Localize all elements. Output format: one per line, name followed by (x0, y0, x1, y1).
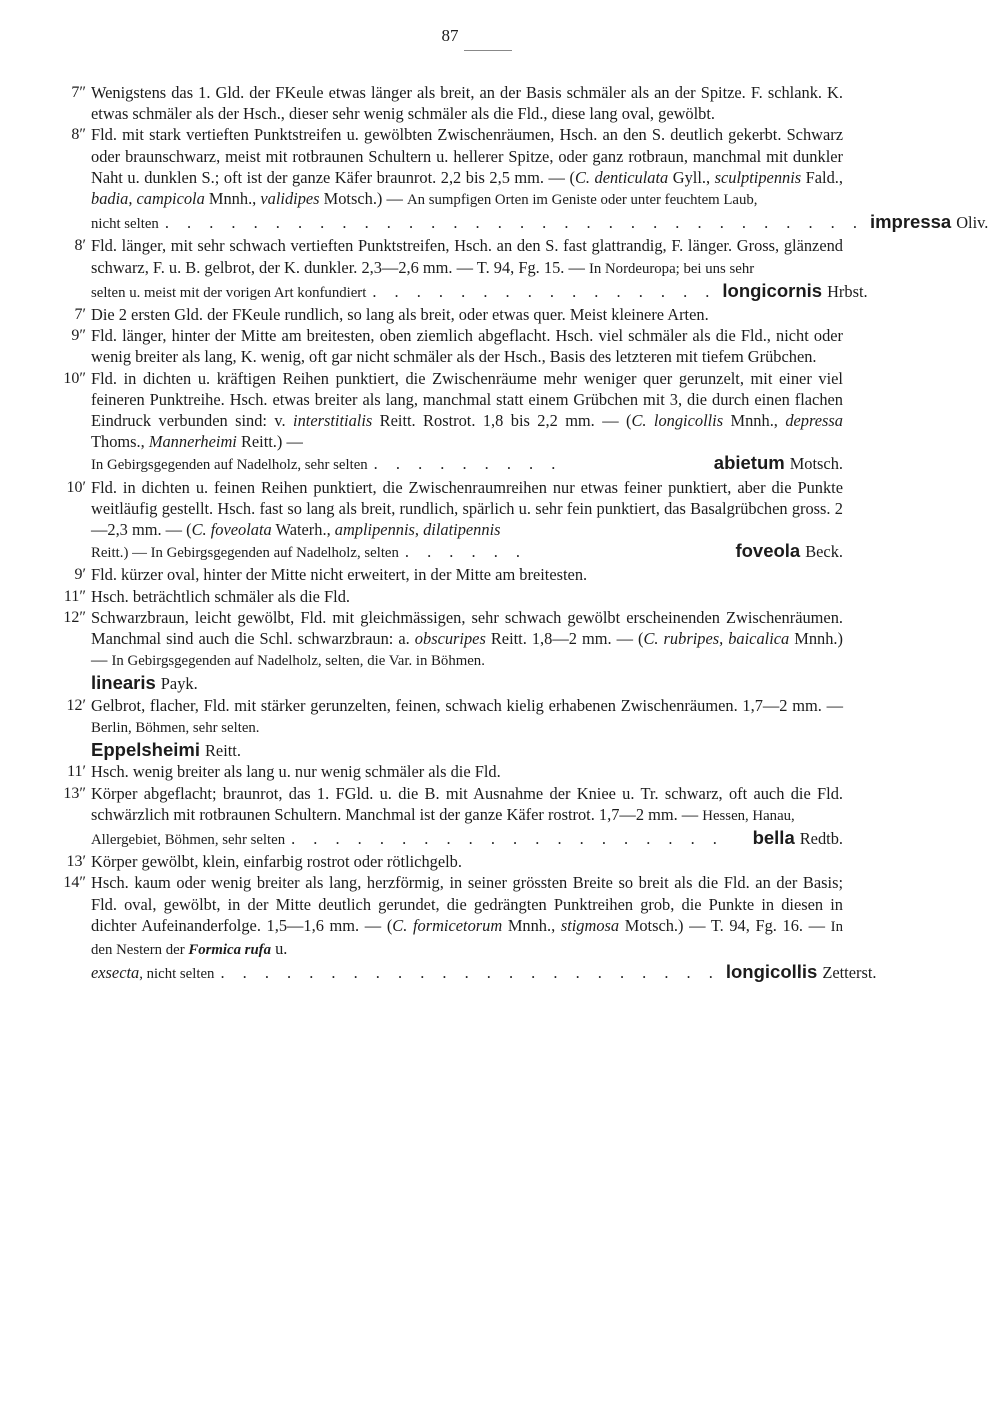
species-author: Motsch. (789, 454, 843, 474)
key-entry (0, 761, 900, 782)
entry-number: 11″ (63, 587, 86, 605)
variety-name: interstitialis (293, 411, 373, 431)
species-author: Beck. (805, 542, 843, 562)
species-author: Reitt. (204, 741, 241, 761)
leader-dots: . . . . . . (404, 542, 527, 562)
species-name: longicornis (722, 279, 823, 301)
key-entry (0, 695, 900, 762)
entry-number: 12′ (66, 696, 86, 714)
synonym: sculptipennis (714, 167, 802, 187)
key-entry (0, 872, 900, 985)
habitat-note: nicht selten (91, 216, 159, 233)
synonym-author: Mnnh.) — (91, 629, 843, 670)
entry-description: Fld. länger, mit sehr schwach vertieften Punktstreifen, Hsch. an den S. fast glattrandig, F. länger. Gross, glänzend schwarz, F. u. B. gelbrot, der K. dunkler. 2,3—2,6 mm. — T. 94, Fg. 15. — (91, 236, 843, 277)
synonym: dilatipennis (423, 520, 501, 540)
synonym: stigmosa (560, 915, 620, 935)
habitat-note: In Gebirgsgegenden auf Nadelholz, selten, die Var. in Böhmen. (111, 653, 485, 670)
key-entries (0, 82, 988, 985)
synonym-author: Thoms., (91, 432, 149, 452)
entry-description: Die 2 ersten Gld. der FKeule rundlich, so lang als breit, oder etwas quer. Meist kleinere Arten. (91, 305, 709, 325)
entry-description: Fld. länger, hinter der Mitte am breitesten, oben ziemlich abgeflacht. Hsch. viel schmäler als die Fld., nicht oder wenig breiter als lang, K. wenig, oft gar nicht schmäler als der Hsch., Basis des letzteren mit tiefem Grübchen. (91, 326, 843, 367)
species-name: linearis (91, 672, 156, 694)
habitat-note: Reitt.) — In Gebirgsgegenden auf Nadelholz, selten (91, 545, 399, 562)
entry-number: 11′ (67, 763, 86, 781)
species-line (91, 211, 988, 235)
synonym-author: Mnnh., (723, 411, 786, 431)
species-line (91, 279, 868, 304)
entry-number: 10′ (66, 478, 86, 496)
entry-text (91, 586, 843, 607)
synonym: C. longicollis (631, 411, 724, 431)
entry-text (91, 695, 843, 739)
synonym: depressa (785, 411, 843, 431)
synonym-author: Gyll., (668, 167, 715, 187)
entry-description: Fld. mit stark vertieften Punktstreifen u. gewölbten Zwischenräumen, Hsch. an den S. deutlich gekerbt. Schwarz oder braunschwarz, meist mit rotbraunen Schultern u. hellerer Spitze, oder ganz rotbraun, manchmal mit dunkler Naht u. dunklen S.; oft ist der ganze Käfer braunrot. 2,2 bis 2,5 mm. — ( (91, 125, 843, 187)
entry-description: Gelbrot, flacher, Fld. mit stärker gerunzelten, feinen, schwach kielig erhabenen Zwischenräumen. 1,7—2 mm. — (91, 695, 843, 715)
synonym: C. foveolata (191, 520, 272, 540)
entry-number: 14″ (63, 874, 86, 892)
species-line (91, 961, 877, 985)
species-author: Zetterst. (822, 963, 877, 983)
entry-description: Körper gewölbt, klein, einfarbig rostrot oder rötlichgelb. (91, 852, 462, 872)
entry-number: 13′ (66, 853, 86, 871)
key-entry (0, 586, 900, 607)
key-entry (0, 477, 900, 565)
entry-description: Hsch. wenig breiter als lang u. nur wenig schmäler als die Fld. (91, 762, 501, 782)
variety-name: obscuripes (414, 629, 486, 649)
species-author: Redtb. (799, 828, 843, 848)
habitat-note: Allergebiet, Böhmen, sehr selten (91, 831, 286, 848)
synonym-author: Reitt.) — (236, 432, 303, 452)
habitat-note (91, 962, 214, 985)
entry-number: 7″ (71, 84, 86, 101)
entry-number: 7′ (74, 306, 86, 324)
entry-text (91, 235, 843, 279)
entry-text (91, 304, 843, 325)
species-line (91, 827, 843, 851)
habitat-note-text: , nicht selten (139, 966, 215, 983)
host-species: exsecta (91, 963, 140, 983)
habitat-note: Hessen, Hanau, (702, 807, 795, 824)
synonym-author: Fald., (801, 167, 844, 187)
variety-author: Reitt. Rostrot. 1,8 bis 2,2 mm. — ( (372, 411, 632, 431)
entry-text (91, 872, 843, 961)
synonym: C. formicetorum (392, 915, 503, 935)
species-line (91, 452, 843, 476)
synonym: validipes (260, 189, 320, 209)
entry-number: 8′ (74, 237, 86, 255)
key-entry (0, 368, 900, 477)
leader-dots: . . . . . . . . . . . . . . . . . . . . . . . . . . . . . . . . (164, 213, 864, 233)
page-number: 87 (441, 26, 459, 45)
leader-dots: . . . . . . . . . (373, 454, 563, 474)
entry-description: Fld. in dichten u. kräftigen Reihen punktiert, die Zwischenräume mehr weniger quer gerunzelt, mit einer viel feineren Punktreihe. Hsch. etwas breiter als lang, manchmal statt einem Grübchen mit 3, die durch einen flachen Eindruck verbunden sind: v. (91, 368, 843, 431)
key-entry (0, 124, 988, 235)
species-line (91, 540, 843, 564)
entry-description: Körper abgeflacht; braunrot, das 1. FGld. u. die B. mit Ausnahme der Kniee u. Tr. schwarz, oft auch die Fld. schwärzlich mit rotbraunen Schultern. Manchmal ist der ganze Käfer rostrot. 1,7—2 mm. — (91, 783, 843, 824)
synonym: C. denticulata (574, 167, 669, 187)
synonym-author: , (414, 520, 424, 540)
key-entry (0, 235, 900, 304)
synonym: amplipennis (334, 520, 415, 540)
synonym: Mannerheimi (148, 432, 237, 452)
species-line (91, 739, 843, 761)
synonym-author: Waterh., (271, 520, 335, 540)
habitat-note: Berlin, Böhmen, sehr selten. (91, 719, 260, 736)
leader-dots: . . . . . . . . . . . . . . . . . . . . . . . (220, 963, 720, 983)
host-species-joiner: u. (271, 938, 288, 958)
species-author: Hrbst. (827, 281, 868, 301)
variety-author: Reitt. 1,8—2 mm. — ( (485, 629, 644, 649)
entry-text (91, 368, 843, 453)
entry-text (91, 82, 843, 124)
entry-number: 9″ (71, 327, 86, 345)
species-name: longicollis (725, 961, 818, 983)
habitat-note: In Nordeuropa; bei uns sehr (588, 260, 755, 277)
key-entry (0, 851, 900, 872)
synonym: badia, campicola (91, 189, 205, 209)
leader-dots: . . . . . . . . . . . . . . . . (372, 281, 717, 301)
species-line (91, 672, 843, 694)
habitat-note: An sumpfigen Orten im Geniste oder unter feuchtem Laub, (406, 192, 758, 209)
key-entry (0, 325, 900, 367)
entry-description: Wenigstens das 1. Gld. der FKeule etwas länger als breit, an der Basis schmäler als an der Spitze. F. schlank. K. etwas schmäler als der Hsch., dieser sehr wenig schmäler als die Fld., diese lang oval, gewölbt. (91, 83, 843, 124)
entry-text (91, 783, 843, 827)
key-entry (0, 607, 900, 695)
host-species: Formica rufa (188, 941, 272, 958)
entry-text (91, 607, 843, 673)
habitat-note: In Gebirgsgegenden auf Nadelholz, sehr selten (91, 457, 368, 474)
synonym-author: Mnnh., (204, 189, 261, 209)
entry-number: 12″ (63, 608, 86, 626)
entry-text (91, 477, 843, 541)
entry-text (91, 564, 843, 585)
species-name: abietum (713, 452, 785, 474)
key-entry (0, 82, 900, 124)
species-name: Eppelsheimi (91, 739, 200, 761)
entry-number: 9′ (74, 566, 86, 584)
species-name: foveola (735, 540, 801, 562)
key-entry (0, 304, 900, 325)
synonym-author: Motsch.) — (319, 189, 407, 209)
species-author: Oliv. (956, 213, 988, 233)
entry-description: Schwarzbraun, leicht gewölbt, Fld. mit gleichmässigen, sehr schwach gewölbt erscheinenden Zwischenräumen. Manchmal sind auch die Schl. schwarzbraun: a. (91, 607, 843, 649)
entry-text (91, 761, 843, 782)
entry-text (91, 124, 843, 211)
key-entry (0, 564, 900, 585)
entry-number: 13″ (63, 784, 86, 802)
species-author: Payk. (160, 674, 198, 694)
leader-dots: . . . . . . . . . . . . . . . . . . . . (291, 828, 724, 848)
species-name: impressa (869, 211, 952, 233)
header-rule (464, 50, 512, 51)
entry-number: 8″ (71, 126, 86, 144)
entry-number: 10″ (63, 369, 86, 387)
key-entry (0, 783, 900, 852)
species-name: bella (752, 826, 795, 848)
entry-text (91, 325, 843, 367)
entry-description: Fld. kürzer oval, hinter der Mitte nicht erweitert, in der Mitte am breitesten. (91, 565, 588, 585)
habitat-note: selten u. meist mit der vorigen Art konfundiert (91, 284, 367, 301)
entry-description: Hsch. kaum oder wenig breiter als lang, herzförmig, in seiner grössten Breite so breit als die Fld. an der Basis; Fld. oval, gewölbt, in der Mitte deutlich gerundet, die gedrängten Punktreihen grob, die Punkte in diesen in dichter Aufeinanderfolge. 1,5—1,6 mm. — ( (91, 873, 843, 935)
synonym: C. rubripes, baicalica (643, 629, 790, 649)
entry-text (91, 851, 843, 872)
habitat-note: In den Nestern der (91, 918, 843, 958)
synonym-author: Mnnh., (502, 915, 561, 935)
synonym-author: Motsch.) — T. 94, Fg. 16. — (619, 915, 831, 935)
entry-description: Hsch. beträchtlich schmäler als die Fld. (91, 586, 350, 606)
entry-description: Fld. in dichten u. feinen Reihen punktiert, die Zwischenraumreihen nur etwas feiner punktiert, aber die Punkte weitläufig gestellt. Hsch. fast so lang als breit, rundlich, spärlich u. sehr fein punktiert, das Basalgrübchen gross. 2—2,3 mm. — ( (91, 477, 843, 540)
